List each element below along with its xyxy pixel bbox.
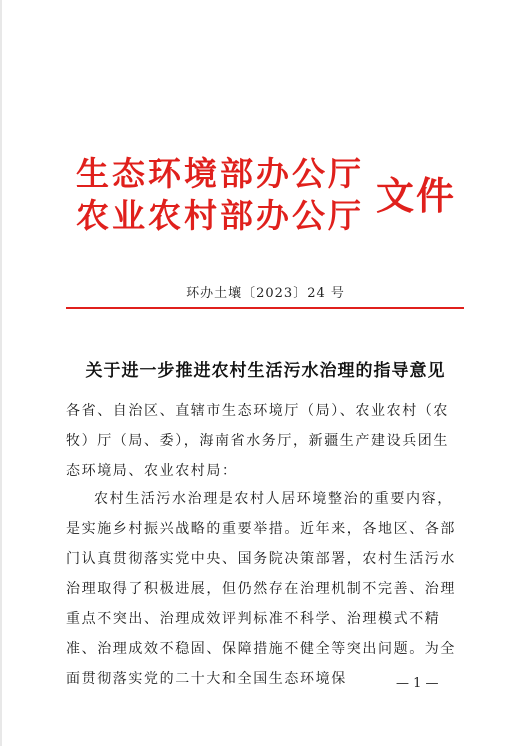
header-issuer-2: 农业农村部办公厅 [76, 196, 364, 235]
document-number: 环办土壤〔2023〕24 号 [186, 286, 345, 301]
page-number: — 1 — [396, 676, 439, 691]
body-paragraph: 农村生活污水治理是农村人居环境整治的重要内容，是实施乡村振兴战略的重要举措。近年来，各地区、各部门认真贯彻落实党中央、国务院决策部署，农村生活污水治理取得了积极进展，但仍然存在治理机制不完善、治理重点不突出、治理成效评判标准不科学、治理模式不精准、治理成效不稳固、保障措施不健全等突出问题。为全面贯彻落实党的二十大和全国生态环境保 [66, 491, 456, 687]
document-title: 关于进一步推进农村生活污水治理的指导意见 [85, 361, 446, 381]
header-issuer-1: 生态环境部办公厅 [76, 154, 364, 193]
header-document-label: 文件 [376, 173, 457, 218]
addressee-paragraph: 各省、自治区、直辖市生态环境厅（局）、农业农村（农牧）厅（局、委），海南省水务厅，新疆生产建设兵团生态环境局、农业农村局： [66, 403, 449, 479]
red-divider [66, 307, 464, 309]
document-header [76, 152, 456, 242]
